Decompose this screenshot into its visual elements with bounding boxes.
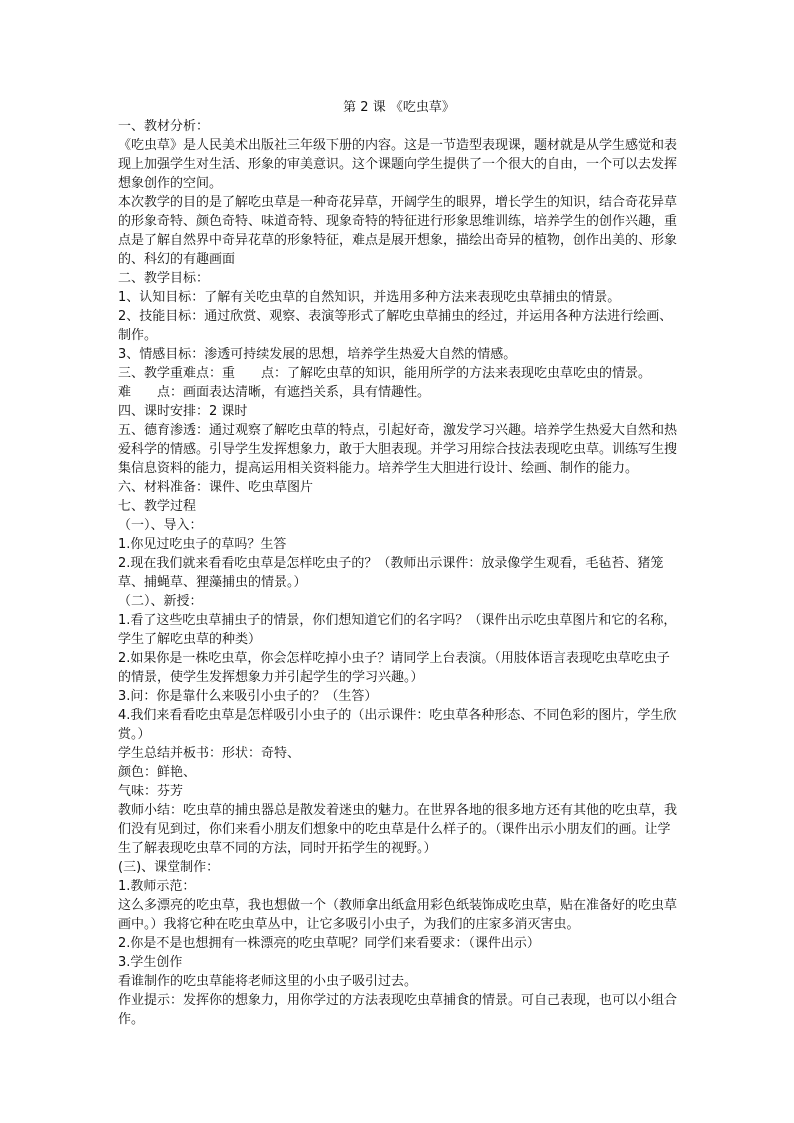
creation-task: 看谁制作的吃虫草能将老师这里的小虫子吸引过去。 [118, 974, 418, 989]
board-summary-smell: 气味：芬芳 [118, 784, 184, 799]
materials: 六、材料准备：课件、吃虫草图片 [118, 480, 314, 495]
heading-introduction: （一）、导入： [118, 518, 203, 533]
heading-teaching-goals: 二、教学目标： [118, 271, 210, 286]
class-hours: 四、课时安排：2 课时 [118, 404, 248, 419]
heading-textbook-analysis: 一、教材分析： [118, 119, 210, 134]
board-summary-shape: 学生总结并板书：形状：奇特、 [118, 746, 301, 761]
assignment-tip: 作业提示：发挥你的想象力，用你学过的方法表现吃虫草捕食的情景。可自己表现，也可以小组合作。 [118, 993, 678, 1027]
lesson-title: 第 2 课 《吃虫草》 [343, 100, 455, 115]
goal-emotion: 3、情感目标：渗透可持续发展的思想，培养学生热爱大自然的情感。 [118, 347, 517, 362]
making-step-3: 3.学生创作 [118, 955, 183, 970]
analysis-paragraph-2: 本次教学的目的是了解吃虫草是一种奇花异草，开阔学生的眼界，增长学生的知识，结合奇花异草的形象奇特、颜色奇特、味道奇特、现象奇特的特征进行形象思维训练，培养学生的创作兴趣，重点是了解自然界中奇异花草的形象特征，难点是展开想象，描绘出奇异的植物，创作出美的、形象的、科幻的有趣画面 [118, 195, 678, 267]
new-lesson-step-1: 1.看了这些吃虫草捕虫子的情景，你们想知道它们的名字吗？（课件出示吃虫草图片和它的名称，学生了解吃虫草的种类） [118, 613, 677, 647]
teacher-summary: 教师小结：吃虫草的捕虫器总是散发着迷虫的魅力。在世界各地的很多地方还有其他的吃虫草，我们没有见到过，你们来看小朋友们想象中的吃虫草是什么样子的。（课件出示小朋友们的画。让学生了解表现吃虫草不同的方法，同时开拓学生的视野。） [118, 803, 678, 856]
board-summary-color: 颜色：鲜艳、 [118, 765, 197, 780]
heading-classroom-making: (三)、课堂制作： [118, 860, 220, 875]
intro-step-1: 1.你见过吃虫子的草吗？生答 [118, 537, 287, 552]
teacher-demo-text: 这么多漂亮的吃虫草，我也想做一个（教师拿出纸盒用彩色纸装饰成吃虫草，贴在准备好的吃虫草画中。）我将它种在吃虫草丛中，让它多吸引小虫子，为我们的庄家多消灭害虫。 [118, 898, 678, 932]
analysis-paragraph-1: 《吃虫草》是人民美术出版社三年级下册的内容。这是一节造型表现课，题材就是从学生感觉和表现上加强学生对生活、形象的审美意识。这个课题向学生提供了一个很大的自由，一个可以去发挥想象创作的空间。 [118, 138, 678, 191]
goal-skill: 2、技能目标：通过欣赏、观察、表演等形式了解吃虫草捕虫的经过，并运用各种方法进行绘画、制作。 [118, 309, 673, 343]
goal-cognitive: 1、认知目标：了解有关吃虫草的自然知识，并选用多种方法来表现吃虫草捕虫的情景。 [118, 290, 621, 305]
new-lesson-step-4: 4.我们来看看吃虫草是怎样吸引小虫子的（出示课件：吃虫草各种形态、不同色彩的图片，学生欣赏。） [118, 708, 677, 742]
new-lesson-step-3: 3.问：你是靠什么来吸引小虫子的？（生答） [118, 689, 378, 704]
difficult-points: 难 点：画面表达清晰，有遮挡关系，具有情趣性。 [118, 385, 431, 400]
key-points: 三、教学重难点：重 点：了解吃虫草的知识，能用所学的方法来表现吃虫草吃虫的情景。 [118, 366, 652, 381]
document-body [118, 98, 680, 1029]
new-lesson-step-2: 2.如果你是一株吃虫草，你会怎样吃掉小虫子？请同学上台表演。（用肢体语言表现吃虫草吃虫子的情景，使学生发挥想象力并引起学生的学习兴趣。） [118, 651, 670, 685]
intro-step-2: 2.现在我们就来看看吃虫草是怎样吃虫子的？（教师出示课件：放录像学生观看，毛毡苔、猪笼草、捕蝇草、狸藻捕虫的情景。） [118, 556, 664, 590]
moral-education: 五、德育渗透：通过观察了解吃虫草的特点，引起好奇，激发学习兴趣。培养学生热爱大自然和热爱科学的情感。引导学生发挥想象力，敢于大胆表现。并学习用综合技法表现吃虫草。训练写生搜集信息资料的能力，提高运用相关资料能力。培养学生大胆进行设计、绘画、制作的能力。 [118, 423, 678, 476]
making-step-1: 1.教师示范： [118, 879, 196, 894]
heading-teaching-process: 七、教学过程 [118, 499, 197, 514]
making-step-2: 2.你是不是也想拥有一株漂亮的吃虫草呢？同学们来看要求：（课件出示） [118, 936, 540, 951]
heading-new-lesson: （二）、新授： [118, 594, 203, 609]
